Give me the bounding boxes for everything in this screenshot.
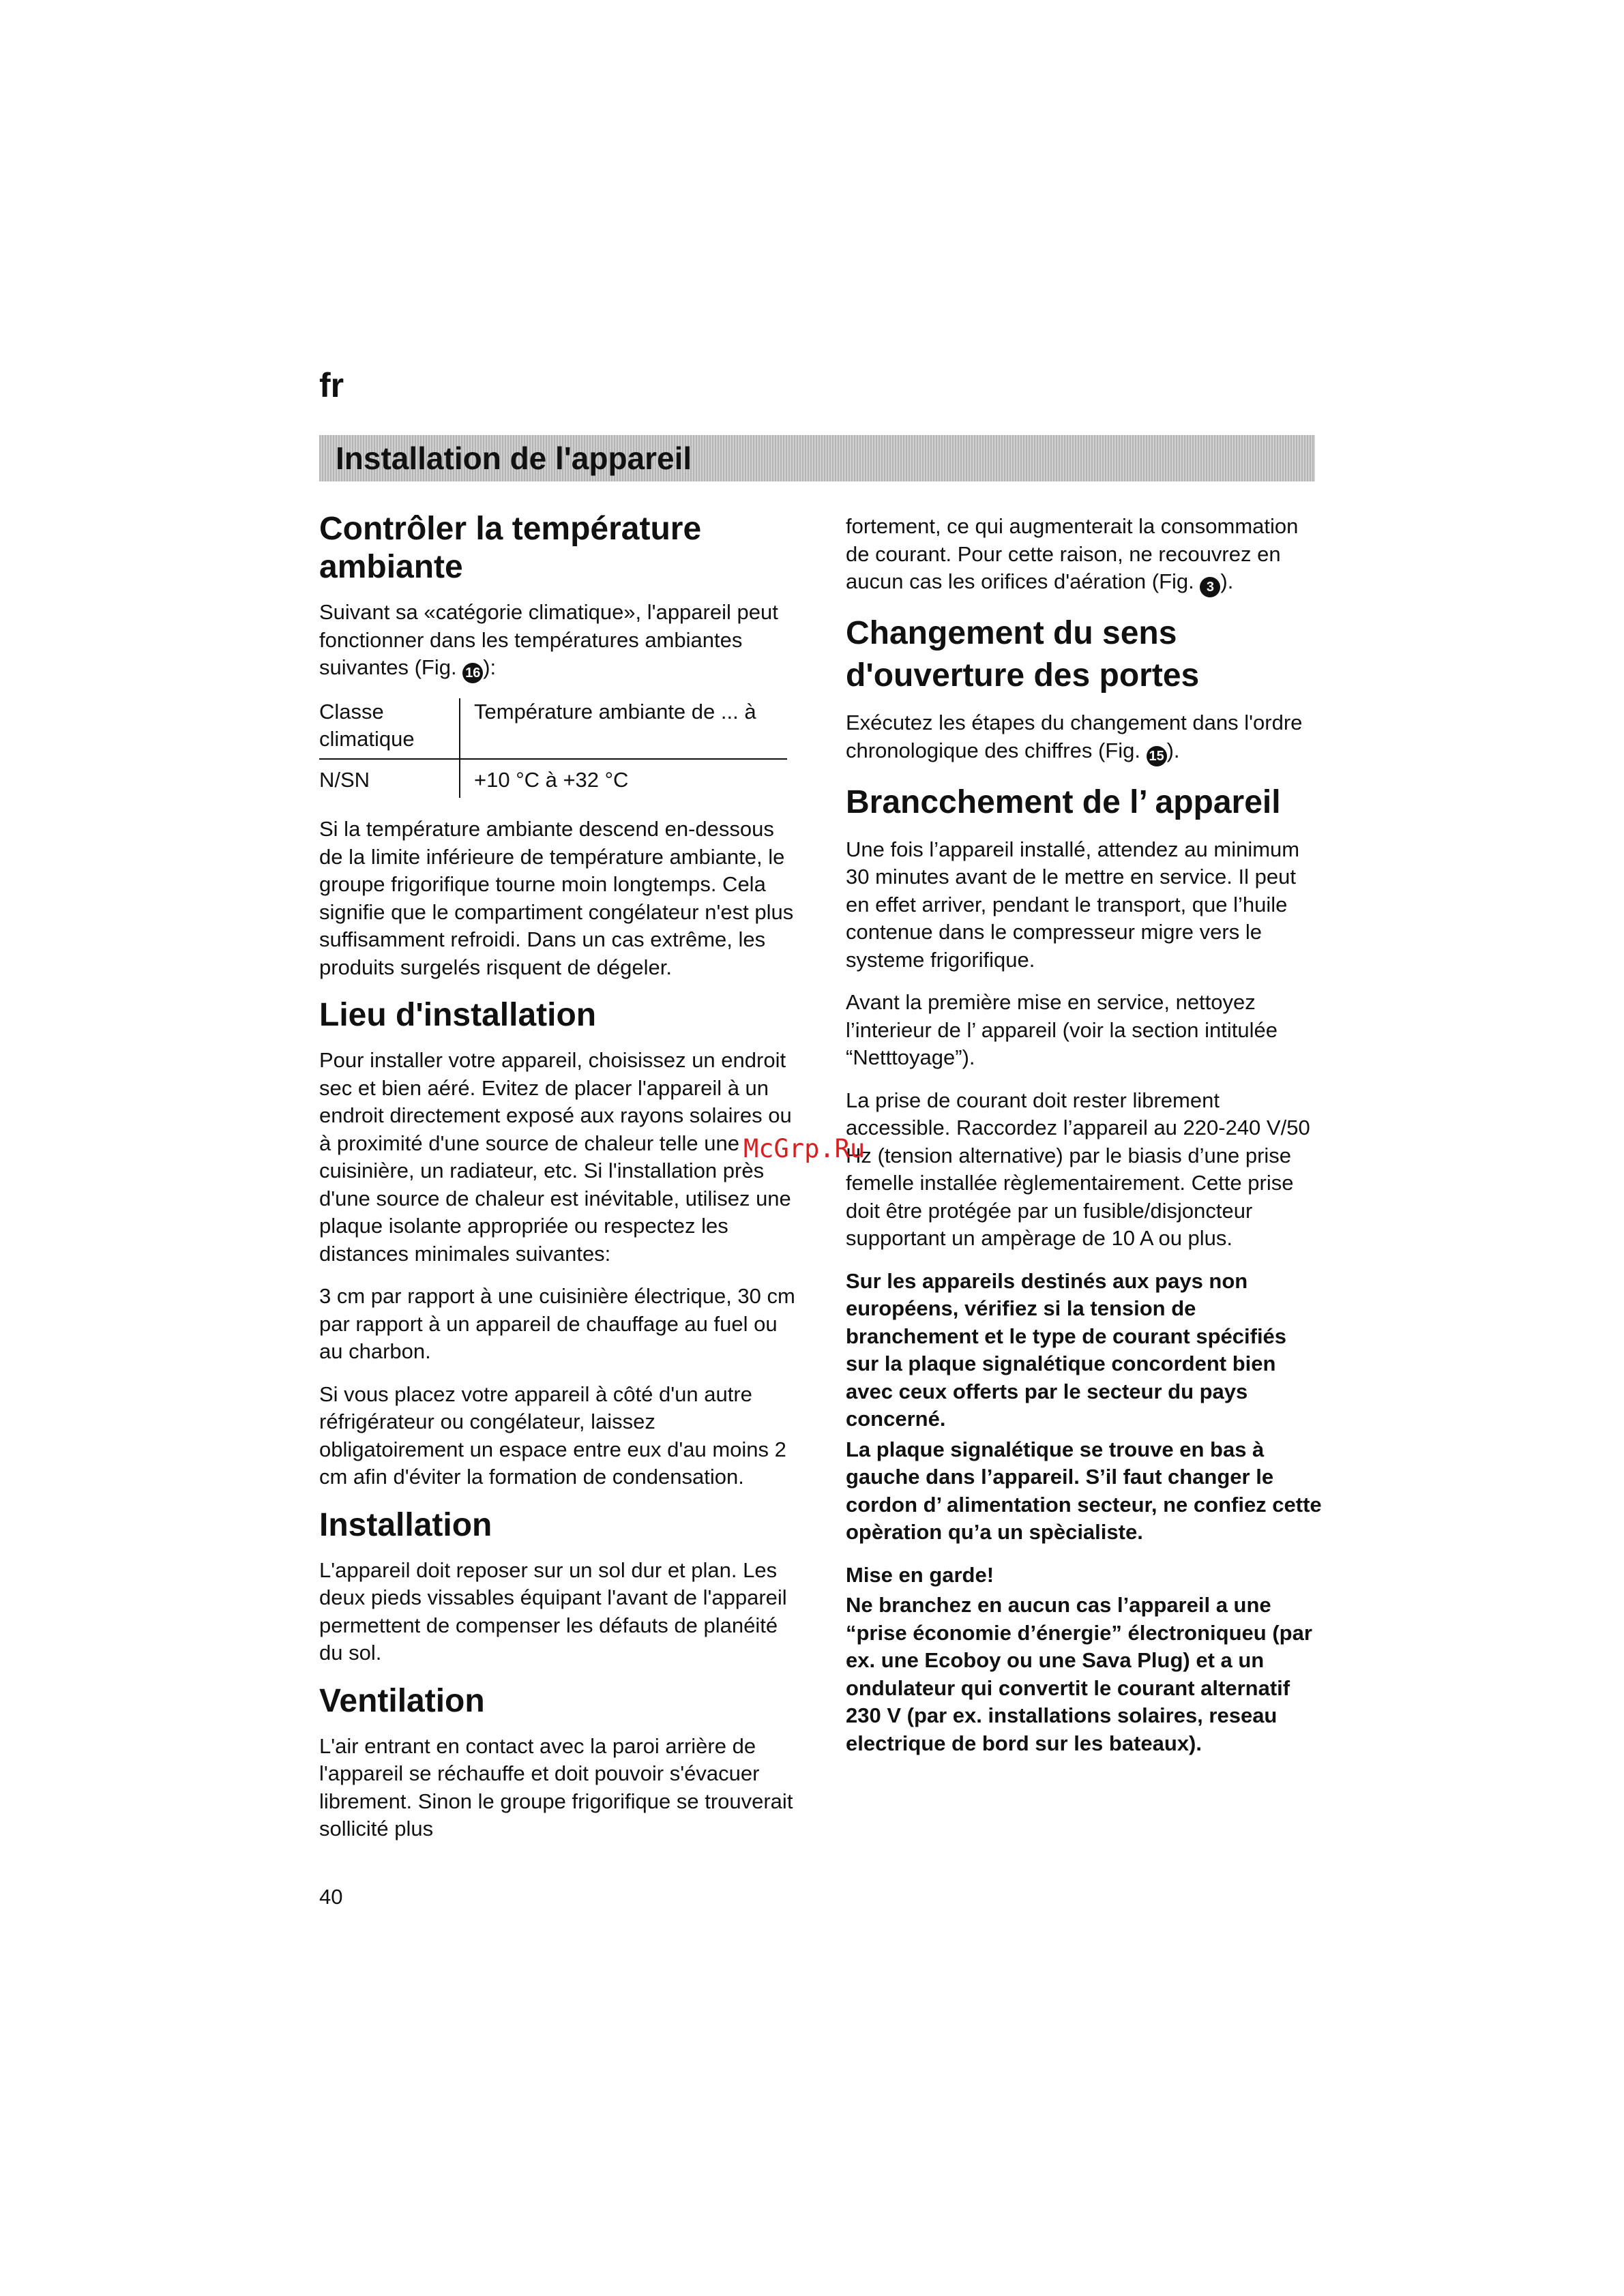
right-column xyxy=(846,513,1323,1772)
paragraph-lieu-1: Pour installer votre appareil, choisissez un endroit sec et bien aéré. Evitez de placer l'appareil à un endroit directement exposé aux rayons solaires ou à proximité d'une source de chaleur telle une cuisinière, un radiateur, etc. Si l'installation près d'une source de chaleur est inévitable, utilisez une plaque isolante appropriée ou respectez les distances minimales suivantes: xyxy=(319,1048,792,1266)
section-title: Installation de l'appareil xyxy=(336,441,692,476)
heading-portes: Changement du sens d'ouverture des portes xyxy=(846,615,1200,694)
left-column xyxy=(319,510,797,1858)
language-label: fr xyxy=(319,366,344,404)
paragraph-lieu-3: Si vous placez votre appareil à côté d'un autre réfrigérateur ou congélateur, laissez obligatoirement un espace entre eux d'au moins 2 cm afin d'éviter la formation de condensation. xyxy=(319,1382,786,1489)
heading-temperature: Contrôler la température ambiante xyxy=(319,511,702,585)
figure-number-icon: 15 xyxy=(1147,746,1167,766)
table-cell-temperature: +10 °C à +32 °C xyxy=(474,768,629,792)
table-cell-classe: N/SN xyxy=(319,759,460,798)
paragraph-lieu-2: 3 cm par rapport à une cuisinière électrique, 30 cm par rapport à un appareil de chauffage au fuel ou au charbon. xyxy=(319,1284,795,1363)
watermark: McGrp.Ru xyxy=(743,1134,866,1163)
table-row xyxy=(319,759,787,798)
figure-number-icon: 16 xyxy=(462,663,483,683)
warning-energy-plug: Ne branchez en aucun cas l’appareil a une “prise économie d’énergie” électroniqueu (par ex. une Ecoboy ou une Sava Plug) et a un ondulateur qui convertit le courant alternatif 230 V (par ex. installations solaires, reseau electrique de bord sur les bateaux). xyxy=(846,1593,1312,1755)
paragraph-ventilation: L'air entrant en contact avec la paroi arrière de l'appareil se réchauffe et doit pouvoir s'évacuer librement. Sinon le groupe frigorifique se trouverait sollicité plus xyxy=(319,1733,793,1840)
heading-installation: Installation xyxy=(319,1506,492,1543)
paragraph-installation: L'appareil doit reposer sur un sol dur et plan. Les deux pieds vissables équipant l'avant de l'appareil permettent de compenser les défauts de planéité du sol. xyxy=(319,1557,787,1665)
warning-title: Mise en garde! xyxy=(846,1562,994,1587)
table-header-row xyxy=(319,698,787,759)
paragraph-portes: Exécutez les étapes du changement dans l'ordre chronologique des chiffres (Fig. 15 ). xyxy=(846,709,1323,766)
paragraph-temperature-intro: Suivant sa «catégorie climatique», l'appareil peut fonctionner dans les températures ambiantes suivantes (Fig. 16 ): xyxy=(319,599,797,683)
paragraph-branchement-2: Avant la première mise en service, nettoyez l’interieur de l’ appareil (voir la section intitulée “Netttoyage”). xyxy=(846,990,1278,1069)
figure-number-icon: 3 xyxy=(1200,577,1220,597)
paragraph-temperature-detail: Si la température ambiante descend en-dessous de la limite inférieure de température ambiante, le groupe frigorifique tourne moin longtemps. Cela signifie que le compartiment congélateur n'est plus suffisamment refroidi. Dans un cas extrême, les produits surgelés risquent de dégeler. xyxy=(319,817,794,979)
heading-branchement: Brancchement de l’ appareil xyxy=(846,784,1281,820)
table-header-temperature: Température ambiante de ... à xyxy=(460,698,787,759)
paragraph-branchement-1: Une fois l’appareil installé, attendez au minimum 30 minutes avant de le mettre en service. Il peut en effet arriver, pendant le transport, que l’huile contenue dans le compresseur migre vers le systeme frigorifique. xyxy=(846,837,1300,972)
paragraph-branchement-3: La prise de courant doit rester librement accessible. Raccordez l’appareil au 220-240 V/50 Hz (tension alternative) par le biasis d’une prise femelle installée règlementairement. Cette prise doit être protégée par un fusible/disjoncteur supportant un ampèrage de 10 A ou plus. xyxy=(846,1088,1310,1250)
warning-nameplate: La plaque signalétique se trouve en bas à gauche dans l’appareil. S’il faut changer le cordon d’ alimentation secteur, ne confiez cette opèration qu’a un spècialiste. xyxy=(846,1437,1322,1544)
table-header-classe: Classe climatique xyxy=(319,698,460,759)
page-number: 40 xyxy=(319,1885,343,1909)
warning-voltage: Sur les appareils destinés aux pays non européens, vérifiez si la tension de branchement et le type de courant spécifiés sur la plaque signalétique concordent bien avec ceux offerts par le secteur du pays concerné. xyxy=(846,1268,1287,1431)
heading-lieu: Lieu d'installation xyxy=(319,997,597,1033)
climate-class-table xyxy=(319,698,787,798)
paragraph-ventilation-continued: fortement, ce qui augmenterait la consommation de courant. Pour cette raison, ne recouvrez en aucun cas les orifices d'aération (Fig. 3 ). xyxy=(846,513,1323,597)
section-banner xyxy=(319,435,1315,481)
heading-ventilation: Ventilation xyxy=(319,1682,485,1719)
